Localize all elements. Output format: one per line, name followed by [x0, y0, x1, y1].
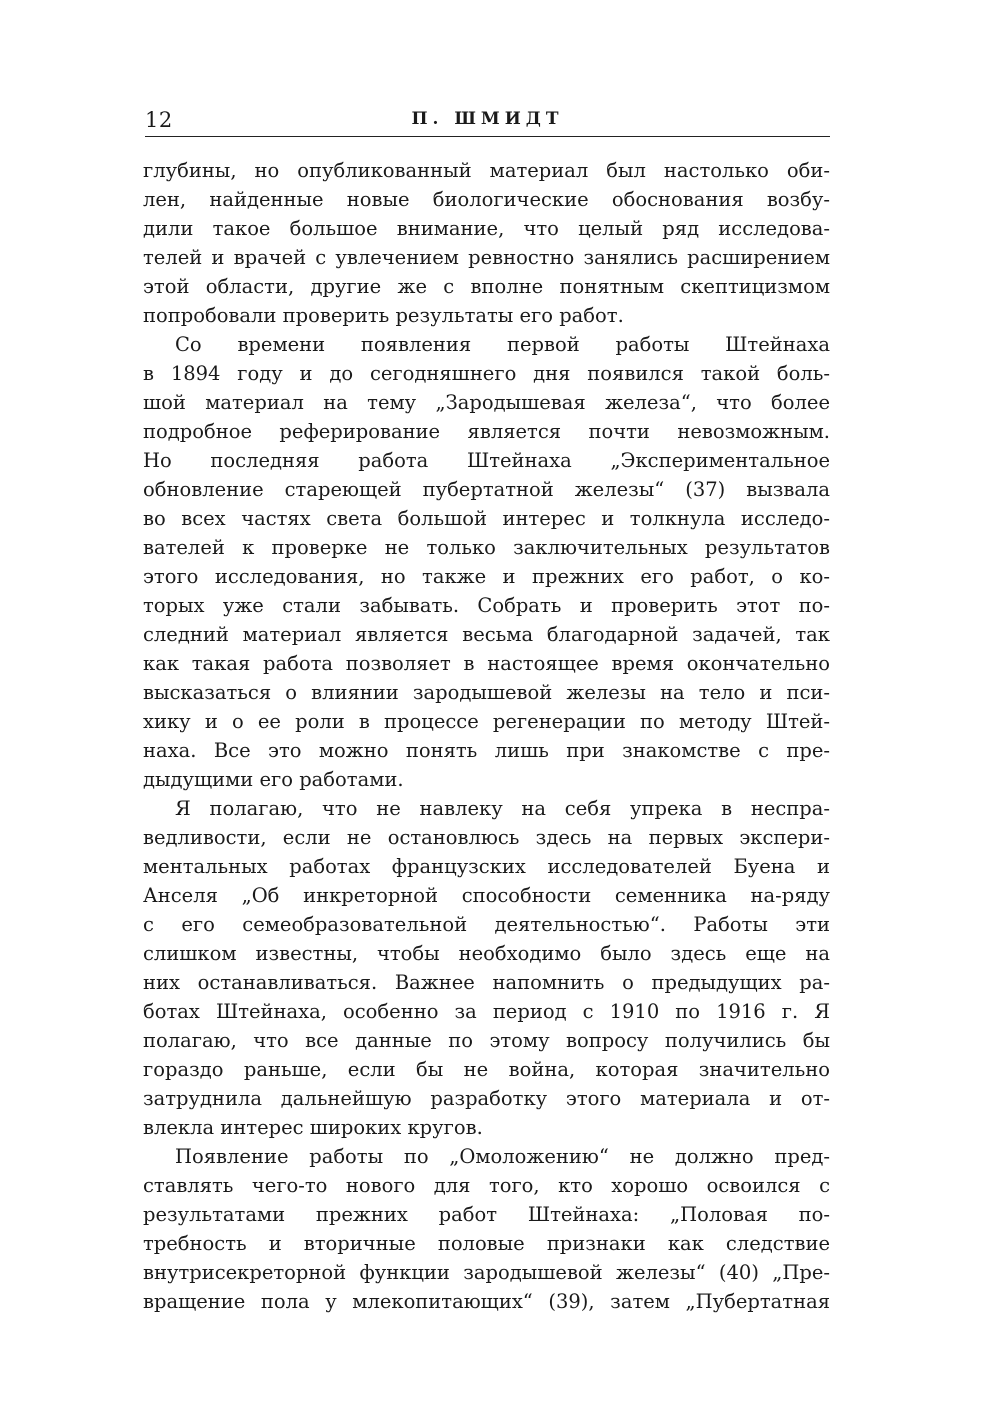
text-line: внутрисекреторной функции зародышевой железы“ (40) „Пре- — [143, 1261, 830, 1284]
text-line: гораздо раньше, если бы не война, которая значительно — [143, 1058, 830, 1081]
text-line: ведливости, если не остановлюсь здесь на первых экспери- — [143, 826, 830, 849]
text-line: ботах Штейнаха, особенно за период с 1910 по 1916 г. Я — [143, 1000, 830, 1023]
text-line: наха. Все это можно понять лишь при знакомстве с пре- — [143, 739, 830, 762]
text-line: влекла интерес широких кругов. — [143, 1116, 483, 1139]
text-line: результатами прежних работ Штейнаха: „Половая по- — [143, 1203, 830, 1226]
text-line: слишком известны, чтобы необходимо было здесь еще на — [143, 942, 830, 965]
text-line: этого исследования, но также и прежних его работ, о ко- — [143, 565, 830, 588]
text-line: с его семеобразовательной деятельностью“. Работы эти — [143, 913, 830, 936]
paragraph — [143, 330, 830, 794]
text-line: как такая работа позволяет в настоящее время окончательно — [143, 652, 830, 675]
text-line: дыдущими его работами. — [143, 768, 404, 791]
text-line: попробовали проверить результаты его работ. — [143, 304, 624, 327]
text-line: Но последняя работа Штейнаха „Экспериментальное — [143, 449, 830, 472]
text-line: хику и о ее роли в процессе регенерации по методу Штей- — [143, 710, 830, 733]
body-text — [143, 156, 830, 1316]
running-title: П. ШМИДТ — [411, 109, 564, 129]
text-line: высказаться о влиянии зародышевой железы на тело и пси- — [143, 681, 830, 704]
text-line: ставлять чего-то нового для того, кто хорошо освоился с — [143, 1174, 830, 1197]
text-line: обновление стареющей пубертатной железы“ (37) вызвала — [143, 478, 830, 501]
text-line: шой материал на тему „Зародышевая железа“, что более — [143, 391, 830, 414]
text-line: Анселя „Об инкреторной способности семенника на-ряду — [143, 884, 830, 907]
text-line: торых уже стали забывать. Собрать и проверить этот по- — [143, 594, 830, 617]
text-line: лен, найденные новые биологические обоснования возбу- — [143, 188, 830, 211]
text-line: в 1894 году и до сегодняшнего дня появился такой боль- — [143, 362, 830, 385]
text-line: вателей к проверке не только заключительных результатов — [143, 536, 830, 559]
page-number: 12 — [145, 108, 173, 132]
paragraph — [143, 1142, 830, 1316]
text-line: полагаю, что все данные по этому вопросу получились бы — [143, 1029, 830, 1052]
paragraph — [143, 794, 830, 1142]
text-line: требность и вторичные половые признаки как следствие — [143, 1232, 830, 1255]
text-line: телей и врачей с увлечением ревностно занялись расширением — [143, 246, 830, 269]
text-line: подробное реферирование является почти невозможным. — [143, 420, 830, 443]
text-line: во всех частях света большой интерес и толкнула исследо- — [143, 507, 830, 530]
text-line: этой области, другие же с вполне понятным скептицизмом — [143, 275, 830, 298]
text-line: Со времени появления первой работы Штейнаха — [175, 333, 830, 356]
text-line: ментальных работах французских исследователей Буена и — [143, 855, 830, 878]
text-line: дили такое большое внимание, что целый ряд исследова- — [143, 217, 830, 240]
text-line: глубины, но опубликованный материал был настолько оби- — [143, 159, 830, 182]
paragraph — [143, 156, 830, 330]
text-line: Я полагаю, что не навлеку на себя упрека в неспра- — [175, 797, 830, 820]
text-line: Появление работы по „Омоложению“ не должно пред- — [175, 1145, 830, 1168]
text-line: них останавливаться. Важнее напомнить о предыдущих ра- — [143, 971, 830, 994]
text-line: следний материал является весьма благодарной задачей, так — [143, 623, 830, 646]
text-line: вращение пола у млекопитающих“ (39), затем „Пубертатная — [143, 1290, 830, 1313]
page-header — [145, 104, 830, 137]
text-line: затруднила дальнейшую разработку этого материала и от- — [143, 1087, 830, 1110]
